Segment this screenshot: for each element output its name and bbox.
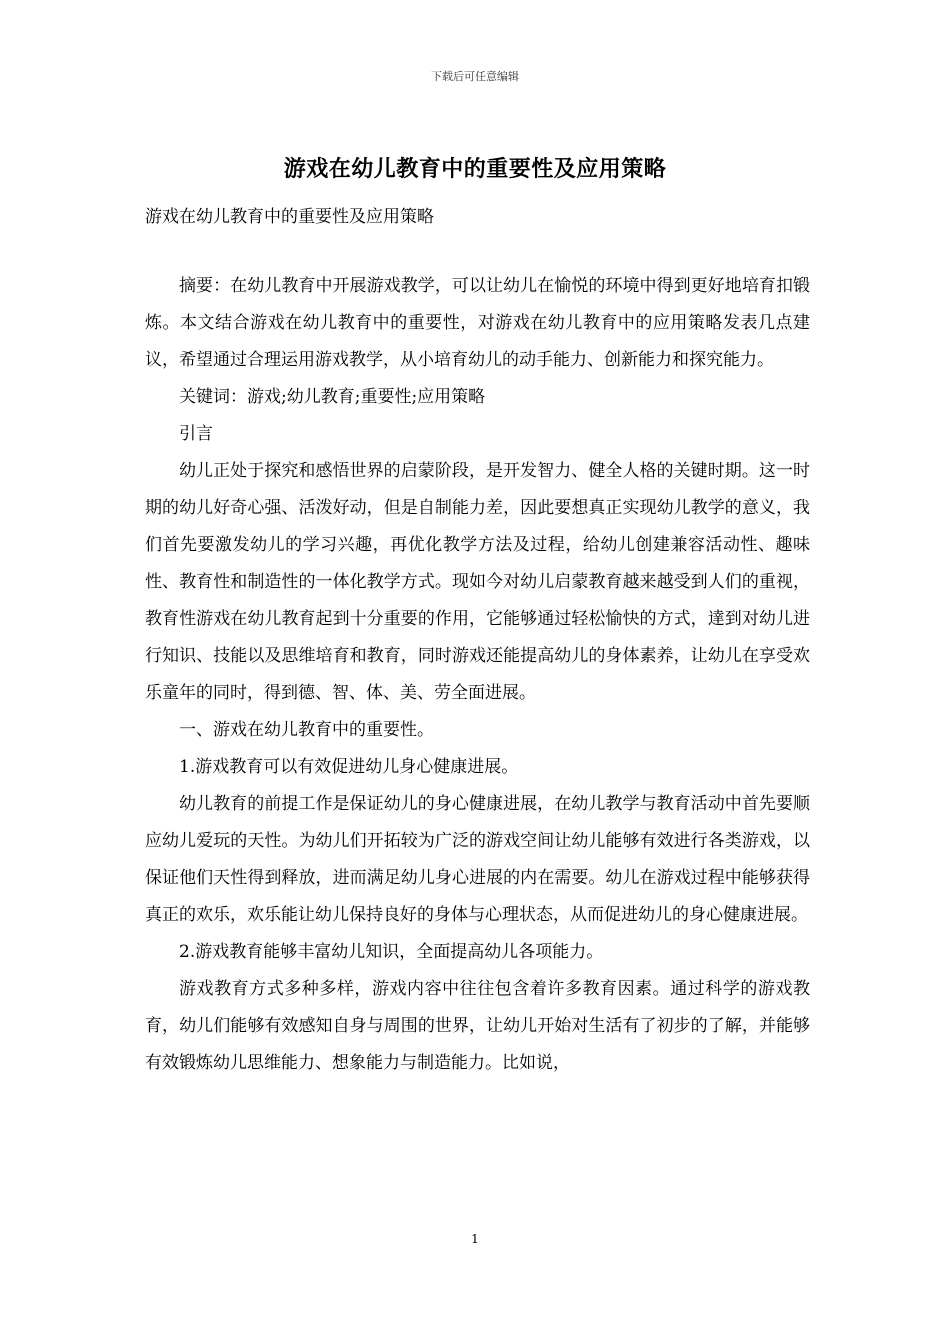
keywords-paragraph: 关键词：游戏;幼儿教育;重要性;应用策略 xyxy=(179,387,486,407)
document-title: 游戏在幼儿教育中的重要性及应用策略 xyxy=(283,156,667,182)
document-subtitle: 游戏在幼儿教育中的重要性及应用策略 xyxy=(145,207,434,227)
subsection-heading-1: 1.游戏教育可以有效促进幼儿身心健康进展。 xyxy=(179,757,519,777)
section-heading-1: 一、游戏在幼儿教育中的重要性。 xyxy=(179,720,434,740)
subsection-heading-2: 2.游戏教育能够丰富幼儿知识，全面提高幼儿各项能力。 xyxy=(179,942,604,962)
intro-heading: 引言 xyxy=(179,424,213,444)
intro-paragraph: 幼儿正处于探究和感悟世界的启蒙阶段，是开发智力、健全人格的关键时期。这一时期的幼儿好奇心强、活泼好动，但是自制能力差，因此要想真正实现幼儿教学的意义，我们首先要激发幼儿的学习兴趣，再优化教学方法及过程，给幼儿创建兼容活动性、趣味性、教育性和制造性的一体化教学方式。现如今对幼儿启蒙教育越来越受到人们的重视，教育性游戏在幼儿教育起到十分重要的作用，它能够通过轻松愉快的方式，達到对幼儿进行知识、技能以及思维培育和教育，同时游戏还能提高幼儿的身体素养，让幼儿在享受欢乐童年的同时，得到德、智、体、美、劳全面进展。 xyxy=(145,461,810,703)
body-paragraph: 幼儿教育的前提工作是保证幼儿的身心健康进展，在幼儿教学与教育活动中首先要顺应幼儿爱玩的天性。为幼儿们开拓较为广泛的游戏空间让幼儿能够有效进行各类游戏，以保证他们天性得到释放，进而满足幼儿身心进展的内在需要。幼儿在游戏过程中能够获得真正的欢乐，欢乐能让幼儿保持良好的身体与心理状态，从而促进幼儿的身心健康进展。 xyxy=(145,794,810,925)
page-number: 1 xyxy=(471,1232,479,1246)
document-body xyxy=(145,268,810,1082)
abstract-paragraph: 摘要：在幼儿教育中开展游戏教学，可以让幼儿在愉悦的环境中得到更好地培育扣锻炼。本文结合游戏在幼儿教育中的重要性，对游戏在幼儿教育中的应用策略发表几点建议，希望通过合理运用游戏教学，从小培育幼儿的动手能力、创新能力和探究能力。 xyxy=(145,276,810,370)
header-note: 下载后可任意编辑 xyxy=(431,70,519,83)
body-paragraph: 游戏教育方式多种多样，游戏内容中往往包含着许多教育因素。通过科学的游戏教育，幼儿们能够有效感知自身与周围的世界，让幼儿开始对生活有了初步的了解，并能够有效锻炼幼儿思维能力、想象能力与制造能力。比如说， xyxy=(145,979,810,1073)
